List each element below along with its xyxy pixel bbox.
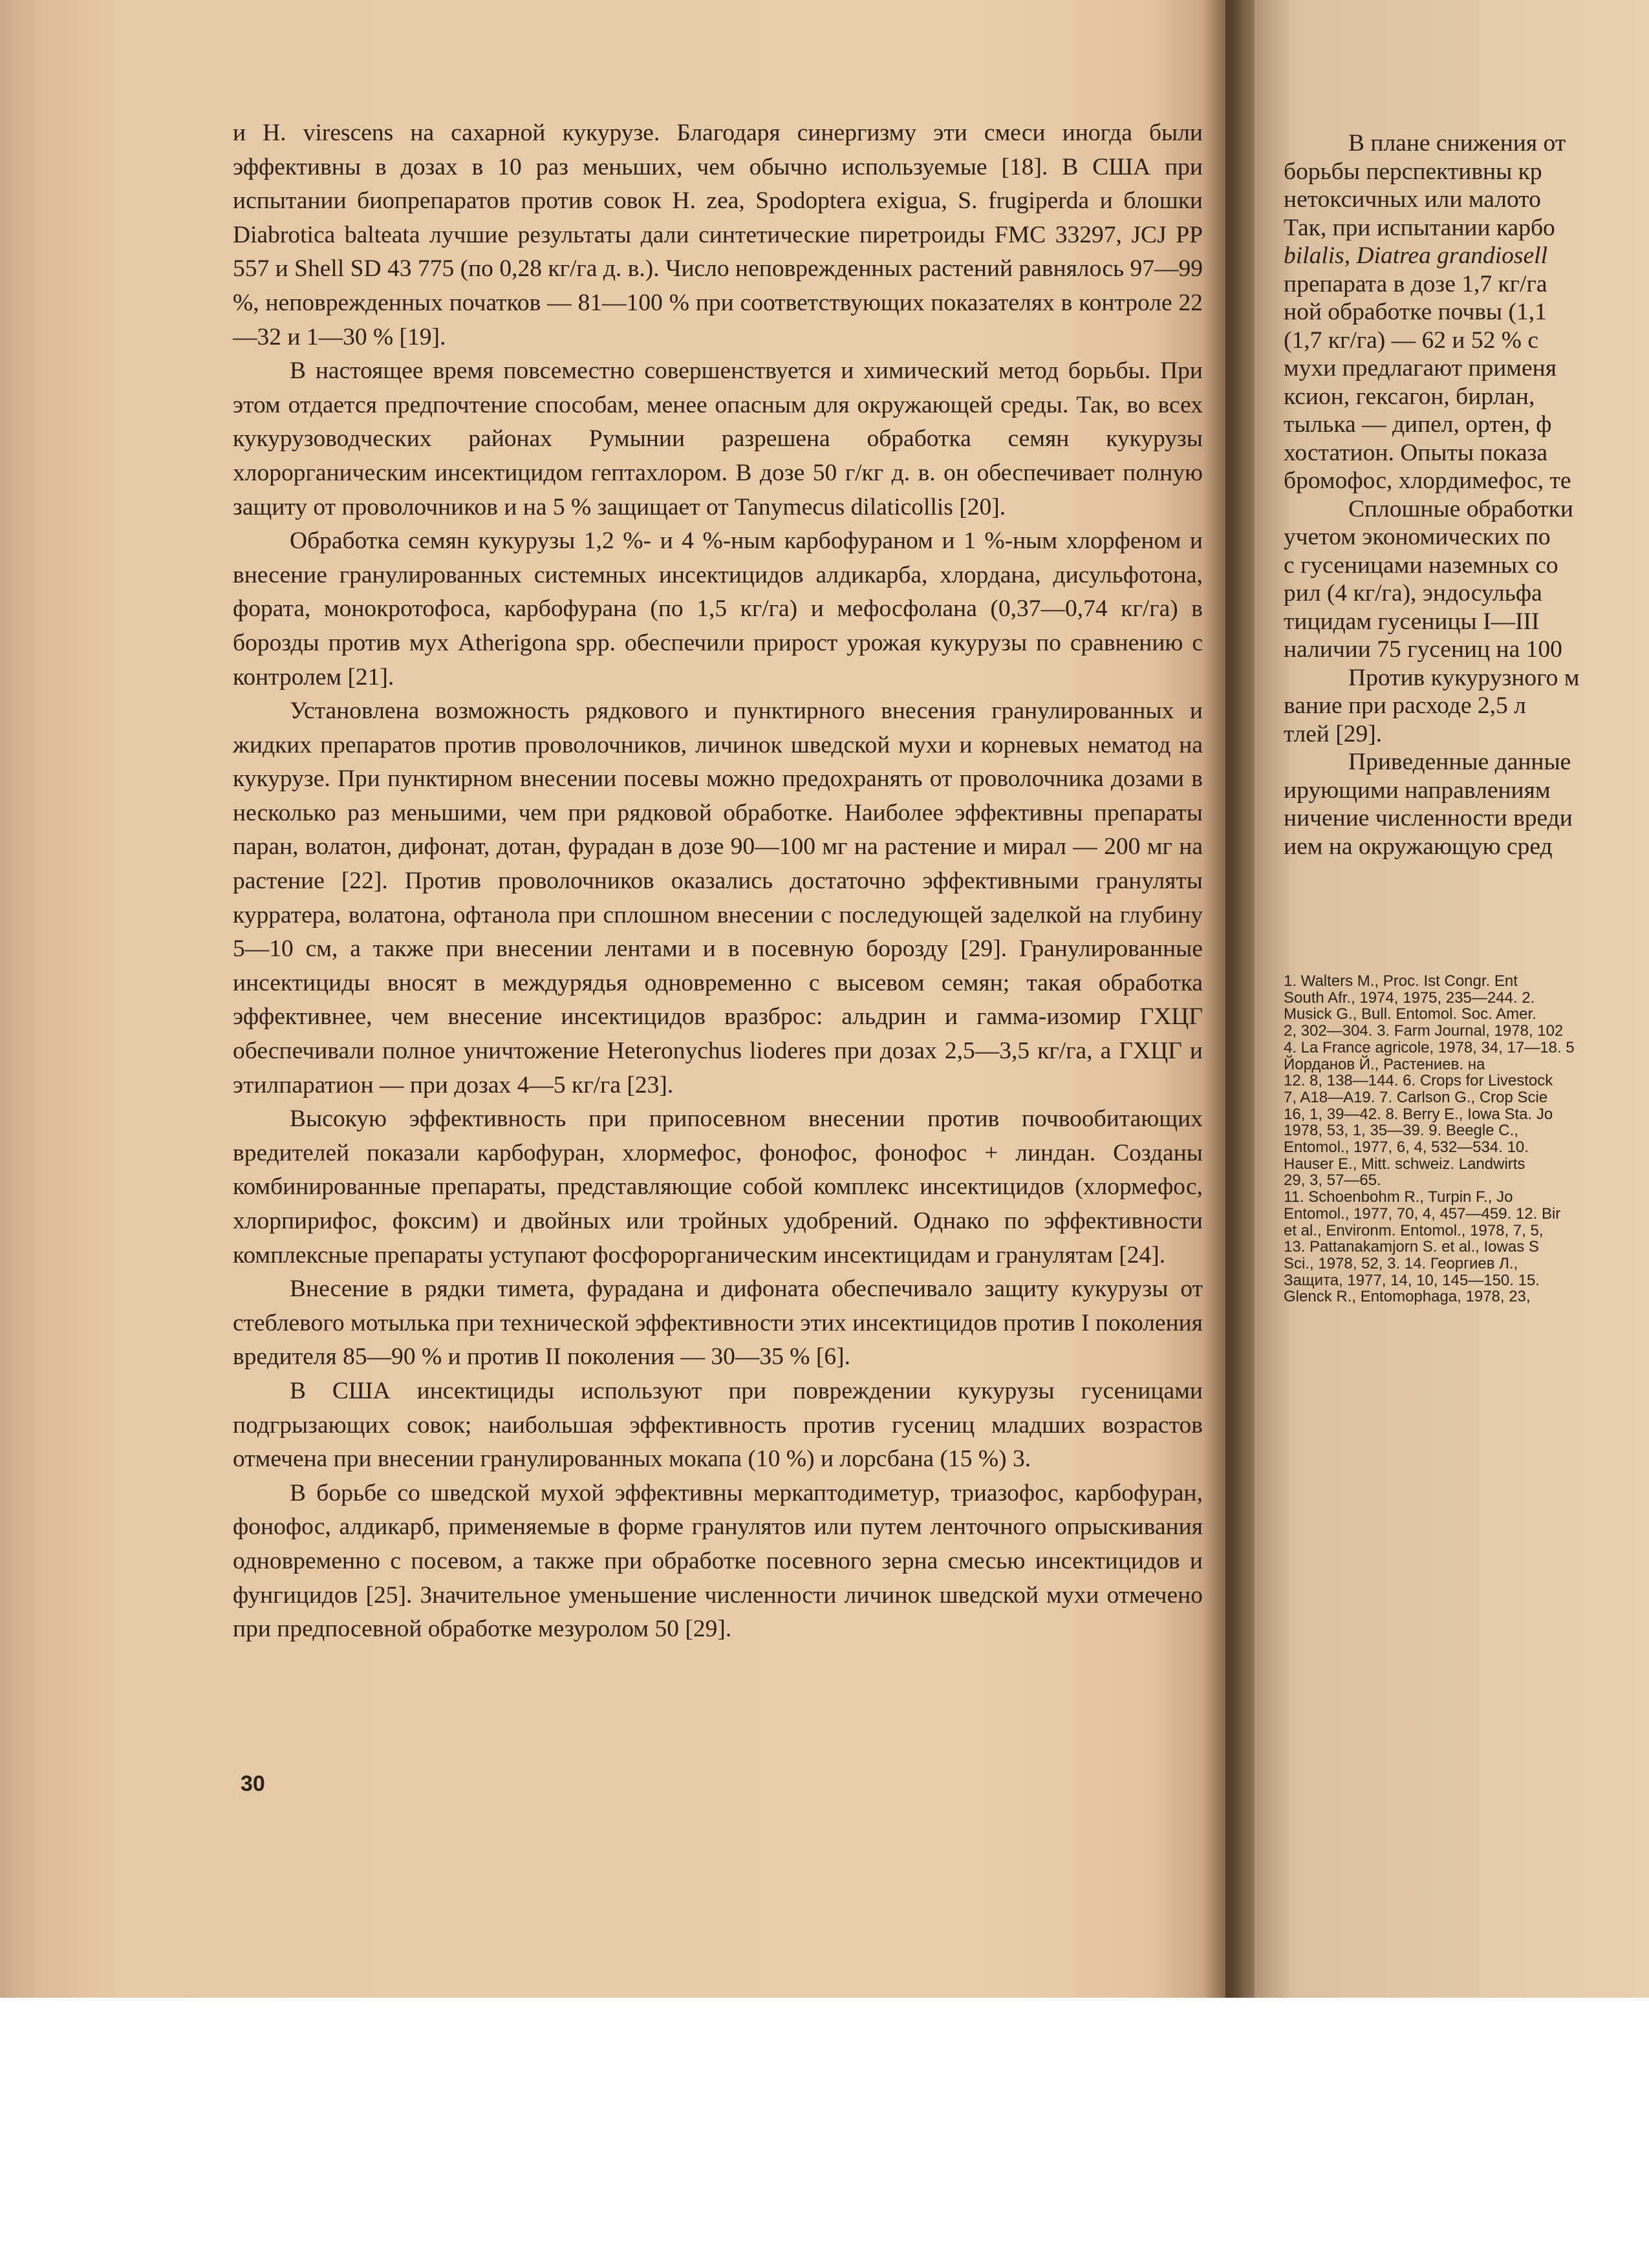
text-line: ксион, гексагон, бирлан, (1284, 383, 1535, 410)
reference-line: 29, 3, 57—65. (1284, 1171, 1381, 1190)
text-line: Сплошные обработки (1348, 495, 1573, 522)
paragraph: Обработка семян кукурузы 1,2 %- и 4 %-ным карбофураном и 1 %-ным хлорфеном и внесение гранулированных системных инсектицидов алдикарба, хлордана, дисульфотона, фората, монокротофоса, карбофурана (по 1,5 кг/га) и мефосфолана (0,37—0,74 кг/га) в борозды против мух Atherigona spp. обеспечили прирост урожая кукурузы по сравнению с контролем [21]. (233, 528, 1203, 690)
paragraph: В настоящее время повсеместно совершенствуется и химический метод борьбы. При этом отдается предпочтение способам, менее опасным для окружающей среды. Так, во всех кукурузоводческих районах Румынии разрешена обработка семян кукурузы хлорорганическим инсектицидом гептахлором. В дозе 50 г/кг д. в. он обеспечивает полную защиту от проволочников и на 5 % защищает от Tanymecus dilaticollis [20]. (233, 358, 1203, 520)
text-line: тлей [29]. (1284, 720, 1383, 747)
reference-line: 2, 302—304. 3. Farm Journal, 1978, 102 (1284, 1022, 1564, 1040)
paragraph: Высокую эффективность при припосевном внесении против почвообитающих вредителей показали карбофуран, хлормефос, фонофос, фонофос + линдан. Созданы комбинированные препараты, представляющие собой комплекс инсектицидов (хлормефос, хлорпирифос, фоксим) и двойных или тройных удобрений. Однако по эффективности комплексные препараты уступают фосфорорганическим инсектицидам и гранулятам [24]. (233, 1106, 1203, 1268)
reference-line: 1978, 53, 1, 35—39. 9. Beegle C., (1284, 1122, 1518, 1140)
reference-line: 16, 1, 39—42. 8. Berry E., Iowa Sta. Jo (1284, 1105, 1553, 1123)
text-line: Так, при испытании карбо (1284, 214, 1555, 241)
reference-line: Musick G., Bull. Entomol. Soc. Amer. (1284, 1005, 1536, 1023)
reference-line: Sci., 1978, 52, 3. 14. Георгиев Л., (1284, 1254, 1518, 1272)
reference-line: Йорданов Й., Растениев. на (1284, 1055, 1485, 1073)
text-line: (1,7 кг/га) — 62 и 52 % с (1284, 326, 1538, 354)
paragraph: В борьбе со шведской мухой эффективны меркаптодиметур, триазофос, карбофуран, фонофос, алдикарб, применяемые в форме гранулятов или путем ленточного опрыскивания одновременно с посевом, а также при обработке посевного зерна смесью инсектицидов и фунгицидов [25]. Значительное уменьшение численности личинок шведской мухи отмечено при предпосевной обработке мезуролом 50 [29]. (233, 1479, 1203, 1643)
reference-line: 12. 8, 138—144. 6. Crops for Livestock (1284, 1072, 1553, 1090)
text-line: В плане снижения от (1348, 130, 1566, 156)
text-line: ной обработке почвы (1,1 (1284, 299, 1547, 325)
reference-line: Entomol., 1977, 6, 4, 532—534. 10. (1284, 1139, 1529, 1157)
reference-line: Glenck R., Entomophaga, 1978, 23, (1284, 1288, 1531, 1306)
reference-line: 1. Walters M., Proc. Ist Congr. Ent (1284, 973, 1518, 990)
text-line: bilalis, Diatrea grandiosell (1284, 242, 1547, 269)
reference-line: Entomol., 1977, 70, 4, 457—459. 12. Bir (1284, 1204, 1561, 1223)
text-line: с гусеницами наземных со (1284, 551, 1558, 579)
reference-line: Защита, 1977, 14, 10, 145—150. 15. (1284, 1271, 1540, 1289)
text-line: хостатион. Опыты показа (1284, 439, 1548, 466)
left-text-column (233, 116, 1203, 1647)
right-text-column (1284, 129, 1649, 861)
reference-line: 4. La France agricole, 1978, 34, 17—18. 5 (1284, 1038, 1575, 1056)
text-line: бромофос, хлордимефос, те (1284, 467, 1571, 494)
references-column (1284, 973, 1649, 1305)
reference-line: Hauser E., Mitt. schweiz. Landwirts (1284, 1155, 1525, 1173)
text-line: тылька — дипел, ортен, ф (1284, 411, 1552, 438)
text-line: ничение численности вреди (1284, 805, 1573, 831)
text-line: Против кукурузного м (1348, 664, 1580, 691)
text-line: ием на окружающую сред (1284, 833, 1553, 860)
text-line: рил (4 кг/га), эндосульфа (1284, 580, 1542, 606)
reference-line: et al., Environm. Entomol., 1978, 7, 5, (1284, 1221, 1544, 1239)
paragraph: Установлена возможность рядкового и пунктирного внесения гранулированных и жидких препаратов против проволочников, личинок шведской мухи и корневых нематод на кукурузе. При пунктирном внесении посевы можно предохранять от проволочника дозами в несколько раз меньшими, чем при рядковой обработке. Наиболее эффективны препараты паран, волатон, дифонат, дотан, фурадан в дозе 90—100 мг на растение и мирал — 200 мг на растение [22]. Против проволочников оказались достаточно эффективными грануляты курратера, волатона, офтанола при сплошном внесении с последующей заделкой на глубину 5—10 см, а также при внесении лентами и в посевную борозду [29]. Гранулированные инсектициды вносят в междурядья одновременно с высевом семян; такая обработка эффективнее, чем внесение инсектицидов вразброс: альдрин и гамма-изомир ГХЦГ обеспечивали полное уничтожение Heteronychus lioderes при дозах 2,5—3,5 кг/га, а ГХЦГ и этилпаратион — при дозах 4—5 кг/га [23]. (233, 698, 1203, 1098)
page-number: 30 (241, 1771, 265, 1796)
reference-line: 7, A18—A19. 7. Carlson G., Crop Scie (1284, 1088, 1548, 1106)
text-line: Приведенные данные (1348, 749, 1571, 775)
text-line: нетоксичных или малото (1284, 186, 1541, 213)
text-line: наличии 75 гусениц на 100 (1284, 636, 1562, 663)
gutter-shadow (1203, 0, 1255, 1998)
text-line: тицидам гусеницы I—III (1284, 608, 1540, 635)
paragraph: В США инсектициды используют при повреждении кукурузы гусеницами подгрызающих совок; наибольшая эффективность против гусениц младших возрастов отмечена при внесении гранулированных мокапа (10 %) и лорсбана (15 %) 3. (233, 1377, 1203, 1473)
reference-line: 11. Schoenbohm R., Turpin F., Jo (1284, 1188, 1513, 1206)
reference-line: South Afr., 1974, 1975, 235—244. 2. (1284, 989, 1535, 1007)
text-line: ирующими направлениям (1284, 776, 1551, 804)
text-line: мухи предлагают применя (1284, 355, 1557, 381)
text-line: препарата в дозе 1,7 кг/га (1284, 270, 1547, 297)
reference-line: 13. Pattanakamjorn S. et al., Iowas S (1284, 1238, 1539, 1256)
paragraph: Внесение в рядки тимета, фурадана и дифоната обеспечивало защиту кукурузы от стеблевого мотылька при технической эффективности этих инсектицидов против I поколения вредителя 85—90 % и против II поколения — 30—35 % [6]. (233, 1276, 1203, 1371)
paragraph: и H. virescens на сахарной кукурузе. Благодаря синергизму эти смеси иногда были эффективны в дозах в 10 раз меньших, чем обычно используемые [18]. В США при испытании биопрепаратов против совок H. zea, Spodoptera exigua, S. frugiperda и блошки Diabrotica balteata лучшие результаты дали синтетические пиретроиды FMC 33297, JCJ PP 557 и Shell SD 43 775 (по 0,28 кг/га д. в.). Число неповрежденных растений равнялось 97—99 %, неповрежденных початков — 81—100 % при соответствующих показателях в контроле 22—32 и 1—30 % [19]. (233, 120, 1203, 350)
text-line: вание при расходе 2,5 л (1284, 692, 1526, 719)
text-line: учетом экономических по (1284, 524, 1551, 550)
text-line: борьбы перспективны кр (1284, 158, 1542, 185)
